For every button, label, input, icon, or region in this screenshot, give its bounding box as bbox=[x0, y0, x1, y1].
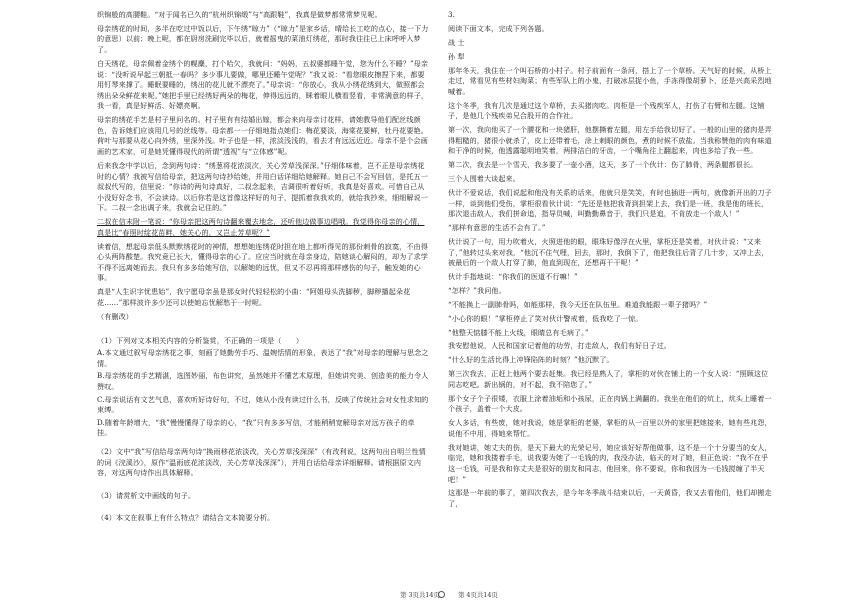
option-c: C.母亲说话有文艺气息，喜欢听好诗好句，不过，她从小没有读过什么书，反映了传统社会对女性求知的束缚。 bbox=[97, 394, 429, 415]
right-paragraph: “什么好的生活比得上冲锋陷阵的时刻？”他沉默了。 bbox=[448, 355, 614, 365]
article-author: 孙 犁 bbox=[448, 51, 465, 61]
right-paragraph: “那样有意思的生活不会有了。” bbox=[448, 223, 546, 233]
questions-block bbox=[97, 336, 429, 524]
left-paragraph: 织锦般的高腰鞋。“对于闻名已久的“杭州织锦缎”与“高跟鞋”，我真是做梦都常常梦见呢。 bbox=[97, 10, 382, 19]
option-a: A.本文通过叙写母亲绣花之事，刻画了她勤劳手巧、温婉恬情的形象，表达了“我”对母亲的理解与思念之情。 bbox=[97, 348, 429, 368]
question-number: 3. bbox=[448, 10, 455, 19]
page-number-right: 第 4页共14页 bbox=[458, 591, 498, 599]
page-number-left: 第 3页共14页 bbox=[400, 591, 440, 599]
source-note: （有删改） bbox=[97, 311, 133, 321]
page-footer bbox=[0, 590, 860, 604]
article-title: 战 士 bbox=[448, 37, 465, 47]
question-1: （1）下列对文本相关内容的分析鉴赏，不正确的一项是（ ） bbox=[97, 335, 304, 345]
right-paragraph: 那个女子个子很矮，衣服上涂着油垢和小孩尿，正在肉锅上满翻的。我坐在他们的炕上，炕头上睡着一个孩子，盖着一个大皮。 bbox=[448, 393, 772, 414]
right-paragraph: 我安慰他说，人民和国家记着他的功劳，打走敌人，我们有好日子过。 bbox=[448, 341, 672, 351]
question-4: （4）本文在叙事上有什么特点？请结合文本简要分析。 bbox=[97, 513, 275, 523]
left-paragraph: 母亲绣花的时间，多半在吃过中饭以后，下午绣“晾力”（“晾力”是家乡话，晴给长工吃的点心，接一下力的意思）以前；晚上呢，都在厨房洗刷完毕以后，就着摇曳的菜油灯绣花，那时我往往已上床呼呼入梦了。 bbox=[97, 23, 429, 55]
right-paragraph: “他整天惦膝不能上火线，眼睛总有毛病了。” bbox=[448, 327, 589, 337]
right-paragraph: 第二次，我去是一个雪天，我多要了一壶小酒，这天，多了一个伙计：伤了肺骨，两条腿都很长。 bbox=[448, 160, 758, 170]
left-column bbox=[97, 10, 429, 526]
binding-hole-icon bbox=[438, 591, 445, 598]
instruction: 阅读下面文本，完成下列各题。 bbox=[448, 23, 549, 33]
right-paragraph: “小心你的眼！”掌柜停止了笑对伙计警戒着，低我吃了一惊。 bbox=[448, 313, 643, 323]
right-paragraph: 这那是一年前的事了，第四次我去，是今年冬季战斗结束以后，一天黄昏，我又去看他们，他们却搬走了， bbox=[448, 488, 772, 508]
left-paragraph: 白天绣花，母亲佩着金绣个的幌麇，打个哈欠，我就问：“妈妈，五叔婆都睡午觉，您为什么不睡？”母亲说：“没听说早起三朝抵一春吗？多少事儿要做，哪里还睡午觉呢？”我又说：“看您眼皮擦捏下来，都要用钉琴来撑了。睡眠要睡的，绣出的花儿就不漂亮了。”母亲说：“你放心，我从小绣花绣到大，做照都会绣出朵朵鲜花来呢。”她把手里已经绣好两朵的梅花，伸得远远的，眯着眼儿横看竖看，非常满意的样子，我一看，真是好鲜活、好嫖亮啊。 bbox=[97, 58, 429, 111]
right-paragraph: 伙计手指地说：“你我们的医道不行嘛！” bbox=[448, 272, 578, 282]
left-paragraph: 母亲的绣花手艺是村子里问名的。村子里有有结婚出嫁，都会来向母亲讨花样，请她教导他们配丝线颜色，告诉她们应该用几号的丝线等。母亲都一一仔细地指点她们：梅花要淡，海棠花要鲜，牡丹花要艳。荷叶与那要从花心向外绣，里深外浅。叶子也是一样，浓淡浅浅的，看去才有远远近近。母亲不是个会画画的艺术家，可是她凭懂得现代的所谓“透视”与“立体感”呢。 bbox=[97, 115, 428, 157]
question-2: （2）文中“我”写信给母亲两句诗“换雨移花浓淡改，关心芳草浅深深”（有改利说，这两句出自明兰性情的词《浣溪沙》，原作“温雨底花浓淡改，关心芳草浅深深”），并用白话给母亲详细解释。请根据原文内容，对这两句诗作出具体解释。 bbox=[97, 447, 426, 478]
underlined-paragraph bbox=[97, 217, 429, 238]
right-paragraph: “不能换上一副肺骨吗，如能那样，我今天还在队伍里。难道我能跟一辈子猪吗？” bbox=[448, 299, 708, 309]
right-paragraph: 那年冬天，我住在一个叫石桥的小村子。村子前面有一条河，搭上了一个草桥。天气好的时候，从桥上走过，常看见有些材妇淘菜；有些军队上的小鬼，打破冰层捉小鱼，手冻得像胡萝卜，还是兴高采烈地喊着。 bbox=[448, 65, 772, 96]
right-paragraph: 伙计不爱说话，我们说起和他没有关系的话来，他就只是笑笑，有时也插进一两句，就像新开出的刀子一样，谈到他们受伤，掌柜很看伙计说：“先还是他把我背到担架上去，我们是一班，我是他的班长，那次退击敌人，我们拼命追，指导员喊，叫勤勤鼻音于，我们只是追，不肯放走一个敌人！” bbox=[448, 187, 772, 219]
left-paragraph: 真是“人生识字忧患始”，我宁愿母亲虽是那女时代轻轻松的小曲：“阿姐母头洗脚秽，脚秽播起朵花花……”那样波许多少还可以使她忘忧解愁于一时呢。 bbox=[97, 287, 411, 307]
right-paragraph: 伙计说了一句，用力吹着火，火照进他的眼，眼珠好像浮在火里，掌柜还是笑着，对伙计说：“又来了，”他转过头来对我，“他沉不住气哩，回去，那时，我倒下了，他把我往后背了几十步，又冲上去，被最后的一个敌人打穿了肺，他直到现在，还想再干干呢！” bbox=[448, 236, 769, 268]
question-3: （3）请赏析文中画线的句子。 bbox=[97, 490, 196, 500]
option-d: D.随着年龄增大，“我”慢慢懂得了母亲的心，“我”只有多多写信，才能稍稍宽解母亲对远方孩子的牵挂。 bbox=[97, 417, 415, 438]
option-b: B.母亲绣花的手艺精湛，选图妙丽，布色讲究，虽然她并不懂艺术原理，但她讲究美、创造美的能力令人赞叹。 bbox=[97, 371, 429, 392]
right-paragraph: 第三次我去，正赶上他两个要去赶集。我已经是熟人了，掌柜的对伙在铺上的一个女人说：“照顾这位同志吃吧。新出锅的，对不起，我不陪您了。” bbox=[448, 369, 769, 389]
right-paragraph: “怎样？”我问他。 bbox=[448, 285, 506, 295]
right-paragraph: 第一次，我向他买了一个腰花和一块猪肝，他摆撕着左腿，用左手给我切好了。一般的山里的猪肉是弄得粗糙的，猪很小就杀了，皮上还带着毛，涂上刺眼的颜色，煮的时候不放盐。当我称赞他的肉有味道和干净的时候，他透露聪明地笑着，两排洁白的牙齿，一个嘴角往上翻起来，肉也多给了我一些。 bbox=[448, 125, 772, 156]
right-paragraph: 女人多话，有些废，她对我说，她是掌柜的老婆，掌柜的从一百里以外的家里把她接来，她有些兆怨，说他不中用，得她来帮忙。 bbox=[448, 418, 772, 438]
left-paragraph: 读着信，想起母亲低头默默绣花时的神情，想想她连绣花时担在地上都听得见的那份刺骨的寂寞，不由得心头两阵酸楚。我究竟已长大，懂得母亲的心了。应应当时就在母亲身边，陪她谈心解闷的，却为了求学不得不远离她而去。我只有多多给她写信，以解她的远忧，但又不忍再将那样感伤的句子，触发她的心事。 bbox=[97, 241, 428, 283]
underlined-sentence: 二叔在信末附一笔说：“你母亲把这两句诗翻来覆去地念，还听他边做事边唱哦。我觉得你母亲的心情，真是比“春照时绽花苗畔，她关心的，又岂止芳草呢？” bbox=[97, 217, 425, 237]
right-paragraph: 三个人围着大谈起来。 bbox=[448, 174, 520, 184]
left-paragraph: 后来我念中学以后，念到两句诗：“绣葱将花浓淡次，关心芳草浅深深。”仔细体味着，岂不正是母亲绣花时的心情？我被写信给母亲，把这两句诗抄给她，并用白话详细给她解释。她自己不会写回信，是托五一叔叔代写的，信里说：“你诗的两句诗真好，二叔念起来，吉调很听着好听，我真是好喜欢。可惜自己从小没好好念书，不会读诗。以后你若是这首像这样好的句子，提抓着我我欢的，就给我抄来，细细解说一下。二叔一念出调子来，我就会记住的。” bbox=[97, 160, 428, 213]
right-paragraph: 我对她讲，她丈夫的伤，是天下最大的光荣记号，她应该好好帮他做事，这不是一个十分要当的女人，临完，她和我搂着手毛，说我要为她了一毛钱的肉，我没办法，临天的对了她，但正色说：“我不在乎这一毛钱，可是我和你丈夫是很好的朋友和同志，他回来，你不要说，你和我因为一毛钱搅缠了半天吧！” bbox=[448, 442, 772, 484]
right-column bbox=[448, 10, 772, 513]
right-paragraph: 这个冬季，我有几次是通过这个草桥，去买猪肉吃。肉柜是一个残疾军人，打伤了右臂和左腿。这铺子，是他几个残疾弟兄合股开的合作社。 bbox=[448, 100, 765, 121]
